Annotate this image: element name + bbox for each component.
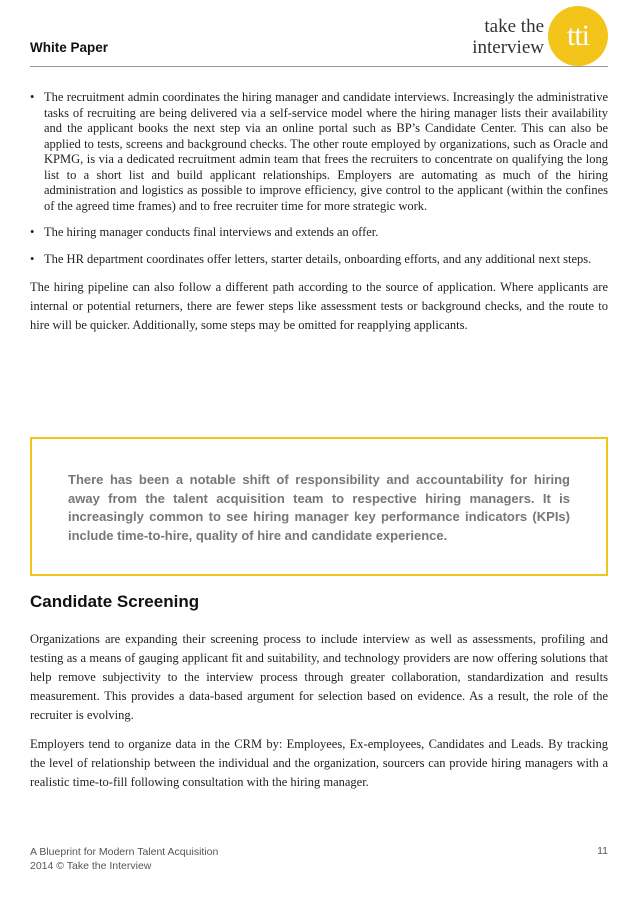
pipeline-paragraph: The hiring pipeline can also follow a different path according to the source of application. Where applicants are internal or potential returners, there are fewer steps like assessment tests or background checks, and the route to hire will be quicker. Additionally, some steps may be omitted for reapplying applicants.	[30, 280, 608, 332]
section-paragraph: Organizations are expanding their screening process to include interview as well as assessments, profiling and testing as a means of gauging applicant fit and suitability, and technology providers are now offering solutions that help remove subjectivity to the interview process through greater collaboration, standardization and results measurement. This provides a data-based argument for selection based on evidence. As a result, the role of the recruiter is evolving.	[30, 632, 608, 722]
logo-line-1: take the	[484, 16, 544, 37]
callout-box	[30, 437, 608, 576]
header-divider	[30, 66, 608, 67]
section-paragraph: Employers tend to organize data in the CRM by: Employees, Ex-employees, Candidates and Leads. By tracking the level of relationship between the individual and the organization, sourcers can provide hiring managers with a realistic time-to-fill following consultation with the hiring manager.	[30, 737, 608, 789]
company-logo	[438, 6, 608, 66]
list-item: • The HR department coordinates offer letters, starter details, onboarding efforts, and any additional next steps.	[30, 252, 608, 268]
callout-text: There has been a notable shift of responsibility and accountability for hiring away from the talent acquisition team to respective hiring managers. It is increasingly common to see hiring manager key performance indicators (KPIs) include time-to-hire, quality of hire and candidate experience.	[68, 472, 570, 543]
footer	[30, 845, 218, 873]
logo-line-2: interview	[472, 37, 544, 58]
footer-copyright: 2014 © Take the Interview	[30, 860, 152, 872]
section-title: Candidate Screening	[30, 592, 200, 611]
page-number: 11	[597, 845, 608, 857]
candidate-screening-section	[30, 592, 608, 802]
list-item: • The recruitment admin coordinates the hiring manager and candidate interviews. Increasingly the administrative tasks of recruiting are being delivered via a self-service model where the hiring manager lists their availability and the applicant books the next step via an online portal such as BP’s Candidate Center. This can also be applied to tests, screens and background checks. The other route employed by organizations, such as Oracle and KPMG, is via a dedicated recruitment admin team that frees the recruiters to concentrate on qualifying the long list to a short list and build applicant relationships. Employers are automating as much of the hiring administration and logistics as possible to improve efficiency, give control to the applicant (within the confines of the agreed time frames) and to free recruiter time for more strategic work.	[30, 90, 608, 214]
logo-wordmark	[472, 16, 544, 58]
list-item: • The hiring manager conducts final interviews and extends an offer.	[30, 225, 608, 241]
header-label: White Paper	[30, 40, 109, 55]
process-bullet-list	[30, 90, 608, 267]
main-content	[30, 90, 608, 345]
logo-mark: tti	[548, 6, 608, 66]
footer-title: A Blueprint for Modern Talent Acquisition	[30, 846, 219, 858]
